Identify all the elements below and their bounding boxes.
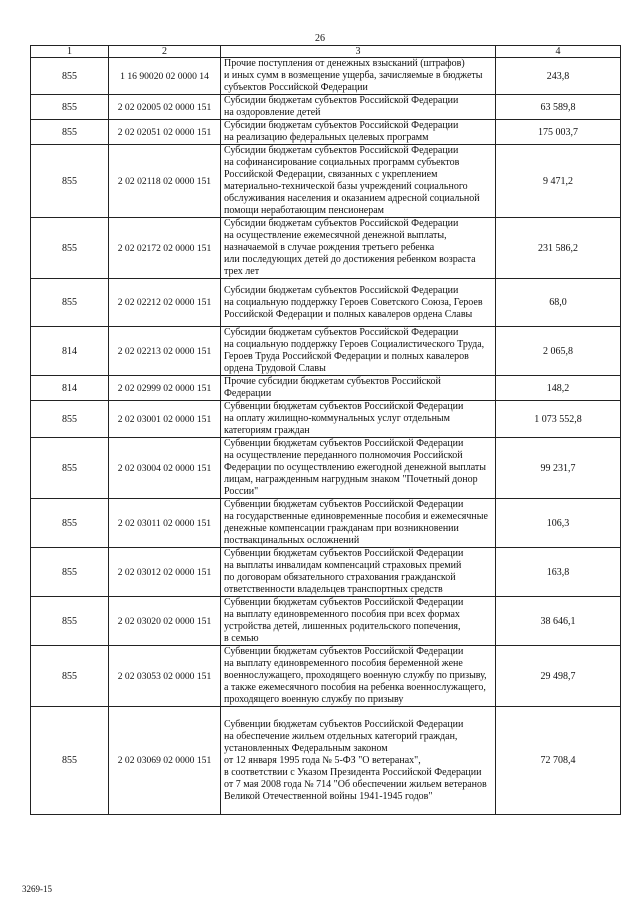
budget-classification-code-cell: 2 02 03069 02 0000 151: [109, 707, 221, 815]
description-line: на осуществление ежемесячной денежной выплаты,: [224, 230, 447, 241]
table-row: [31, 499, 621, 548]
amount-cell: 175 003,7: [496, 120, 621, 145]
revenue-description-cell: [221, 95, 496, 120]
revenue-description-cell: [221, 218, 496, 279]
description-line: Прочие поступления от денежных взысканий (штрафов): [224, 58, 465, 69]
revenue-description-cell: [221, 145, 496, 218]
description-line: на оплату жилищно-коммунальных услуг отдельным: [224, 413, 450, 424]
description-line: Российской Федерации, связанных с укреплением: [224, 169, 438, 180]
budget-classification-code-cell: 1 16 90020 02 0000 14: [109, 58, 221, 95]
description-line: Субсидии бюджетам субъектов Российской Федерации: [224, 120, 459, 131]
description-line: Субсидии бюджетам субъектов Российской Федерации: [224, 95, 459, 106]
column-header-amount: 4: [496, 46, 621, 58]
description-line: денежные компенсации гражданам при возникновении: [224, 523, 459, 534]
description-line: от 12 января 1995 года № 5-ФЗ "О ветеранах",: [224, 754, 421, 766]
description-line: Субсидии бюджетам субъектов Российской Федерации: [224, 145, 459, 156]
table-row: [31, 120, 621, 145]
budget-classification-code-cell: 2 02 02172 02 0000 151: [109, 218, 221, 279]
description-line: Субвенции бюджетам субъектов Российской Федерации: [224, 718, 464, 730]
table-row: [31, 707, 621, 815]
document-footer-code: 3269-15: [22, 884, 52, 894]
table-row: [31, 438, 621, 499]
budget-classification-code-cell: 2 02 03020 02 0000 151: [109, 597, 221, 646]
description-line: ордена Трудовой Славы: [224, 363, 326, 374]
description-line: поствакцинальных осложнений: [224, 535, 360, 546]
budget-classification-code-cell: 2 02 02999 02 0000 151: [109, 376, 221, 401]
description-line: Субвенции бюджетам субъектов Российской Федерации: [224, 548, 464, 559]
revenue-description-cell: [221, 707, 496, 815]
table-row: [31, 145, 621, 218]
description-line: на реализацию федеральных целевых программ: [224, 132, 429, 143]
description-line: Субвенции бюджетам субъектов Российской Федерации: [224, 499, 464, 510]
admin-code-cell: 855: [31, 279, 109, 327]
description-line: Героев Труда Российской Федерации и полных кавалеров: [224, 351, 469, 362]
description-line: лицам, награжденным нагрудным знаком "Почетный донор: [224, 474, 478, 485]
amount-cell: 243,8: [496, 58, 621, 95]
description-line: Федерации: [224, 388, 272, 399]
description-line: субъектов Российской Федерации: [224, 82, 368, 93]
description-line: на социальную поддержку Героев Советского Союза, Героев: [224, 296, 483, 308]
revenue-description-cell: [221, 597, 496, 646]
description-line: на социальную поддержку Героев Социалистического Труда,: [224, 339, 485, 350]
description-line: на выплату единовременного пособия при всех формах: [224, 609, 460, 620]
description-line: установленных Федеральным законом: [224, 742, 388, 754]
table-header-row: [31, 46, 621, 58]
admin-code-cell: 855: [31, 499, 109, 548]
revenue-description-cell: [221, 327, 496, 376]
column-header-admin: 1: [31, 46, 109, 58]
budget-classification-code-cell: 2 02 02051 02 0000 151: [109, 120, 221, 145]
budget-classification-code-cell: 2 02 03011 02 0000 151: [109, 499, 221, 548]
budget-classification-code-cell: 2 02 03001 02 0000 151: [109, 401, 221, 438]
description-line: или последующих детей до достижения ребенком возраста: [224, 254, 476, 265]
revenue-description-cell: [221, 279, 496, 327]
amount-cell: 163,8: [496, 548, 621, 597]
budget-classification-code-cell: 2 02 02213 02 0000 151: [109, 327, 221, 376]
amount-cell: 29 498,7: [496, 646, 621, 707]
revenue-description-cell: [221, 499, 496, 548]
description-line: Великой Отечественной войны 1941-1945 годов": [224, 790, 433, 802]
revenue-description-cell: [221, 120, 496, 145]
amount-cell: 106,3: [496, 499, 621, 548]
amount-cell: 148,2: [496, 376, 621, 401]
description-line: Субсидии бюджетам субъектов Российской Федерации: [224, 327, 459, 338]
column-header-code: 2: [109, 46, 221, 58]
admin-code-cell: 855: [31, 646, 109, 707]
amount-cell: 231 586,2: [496, 218, 621, 279]
revenue-description-cell: [221, 401, 496, 438]
description-line: на оздоровление детей: [224, 107, 321, 118]
description-line: на выплату единовременного пособия беременной жене: [224, 658, 463, 669]
description-line: Прочие субсидии бюджетам субъектов Российской: [224, 376, 441, 387]
description-line: и иных сумм в возмещение ущерба, зачисляемые в бюджеты: [224, 70, 483, 81]
table-row: [31, 376, 621, 401]
page-number: 26: [315, 33, 325, 44]
amount-cell: 2 065,8: [496, 327, 621, 376]
description-line: проходящего военную службу по призыву: [224, 694, 404, 705]
description-line: ответственности владельцев транспортных средств: [224, 584, 443, 595]
description-line: на обеспечение жильем отдельных категорий граждан,: [224, 730, 458, 742]
description-line: категориям граждан: [224, 425, 310, 436]
description-line: Субвенции бюджетам субъектов Российской Федерации: [224, 401, 464, 412]
budget-classification-code-cell: 2 02 02118 02 0000 151: [109, 145, 221, 218]
amount-cell: 1 073 552,8: [496, 401, 621, 438]
amount-cell: 72 708,4: [496, 707, 621, 815]
amount-cell: 63 589,8: [496, 95, 621, 120]
amount-cell: 9 471,2: [496, 145, 621, 218]
column-header-description: 3: [221, 46, 496, 58]
table-row: [31, 597, 621, 646]
revenue-description-cell: [221, 646, 496, 707]
admin-code-cell: 855: [31, 120, 109, 145]
revenue-description-cell: [221, 376, 496, 401]
description-line: Российской Федерации и полных кавалеров ордена Славы: [224, 308, 473, 320]
admin-code-cell: 855: [31, 548, 109, 597]
description-line: Субсидии бюджетам субъектов Российской Федерации: [224, 218, 459, 229]
budget-classification-code-cell: 2 02 03004 02 0000 151: [109, 438, 221, 499]
table-row: [31, 218, 621, 279]
admin-code-cell: 855: [31, 597, 109, 646]
table-row: [31, 401, 621, 438]
admin-code-cell: 855: [31, 95, 109, 120]
admin-code-cell: 855: [31, 401, 109, 438]
admin-code-cell: 855: [31, 438, 109, 499]
budget-classification-code-cell: 2 02 02212 02 0000 151: [109, 279, 221, 327]
table-row: [31, 279, 621, 327]
admin-code-cell: 814: [31, 376, 109, 401]
description-line: Субвенции бюджетам субъектов Российской Федерации: [224, 646, 464, 657]
description-line: от 7 мая 2008 года № 714 "Об обеспечении жильем ветеранов: [224, 778, 487, 790]
table-body: [31, 58, 621, 815]
description-line: на государственные единовременные пособия и ежемесячные: [224, 511, 488, 522]
description-line: обслуживания населения и оказанием адресной социальной: [224, 193, 480, 204]
table-row: [31, 548, 621, 597]
description-line: трех лет: [224, 266, 260, 277]
amount-cell: 68,0: [496, 279, 621, 327]
amount-cell: 99 231,7: [496, 438, 621, 499]
budget-classification-code-cell: 2 02 02005 02 0000 151: [109, 95, 221, 120]
description-line: помощи неработающим пенсионерам: [224, 205, 384, 216]
admin-code-cell: 855: [31, 145, 109, 218]
table-row: [31, 58, 621, 95]
budget-classification-code-cell: 2 02 03053 02 0000 151: [109, 646, 221, 707]
revenue-description-cell: [221, 548, 496, 597]
admin-code-cell: 855: [31, 707, 109, 815]
revenue-description-cell: [221, 438, 496, 499]
description-line: в семью: [224, 633, 259, 644]
table-row: [31, 646, 621, 707]
description-line: военнослужащего, проходящего военную службу по призыву,: [224, 670, 487, 681]
admin-code-cell: 855: [31, 58, 109, 95]
table-row: [31, 95, 621, 120]
description-line: материально-технической базы учреждений социального: [224, 181, 468, 192]
budget-revenue-table: [30, 45, 621, 815]
description-line: Субсидии бюджетам субъектов Российской Федерации: [224, 284, 459, 296]
admin-code-cell: 855: [31, 218, 109, 279]
description-line: на софинансирование социальных программ субъектов: [224, 157, 460, 168]
description-line: Федерации по осуществлению ежегодной денежной выплаты: [224, 462, 487, 473]
description-line: назначаемой в случае рождения третьего ребенка: [224, 242, 435, 253]
description-line: на выплаты инвалидам компенсаций страховых премий: [224, 560, 462, 571]
description-line: России": [224, 486, 259, 497]
budget-classification-code-cell: 2 02 03012 02 0000 151: [109, 548, 221, 597]
description-line: Субвенции бюджетам субъектов Российской Федерации: [224, 597, 464, 608]
description-line: на осуществление переданного полномочия Российской: [224, 450, 463, 461]
description-line: а также ежемесячного пособия на ребенка военнослужащего,: [224, 682, 486, 693]
amount-cell: 38 646,1: [496, 597, 621, 646]
revenue-description-cell: [221, 58, 496, 95]
table-row: [31, 327, 621, 376]
admin-code-cell: 814: [31, 327, 109, 376]
description-line: по договорам обязательного страхования гражданской: [224, 572, 456, 583]
description-line: Субвенции бюджетам субъектов Российской Федерации: [224, 438, 464, 449]
description-line: устройства детей, лишенных родительского попечения,: [224, 621, 461, 632]
description-line: в соответствии с Указом Президента Российской Федерации: [224, 766, 482, 778]
